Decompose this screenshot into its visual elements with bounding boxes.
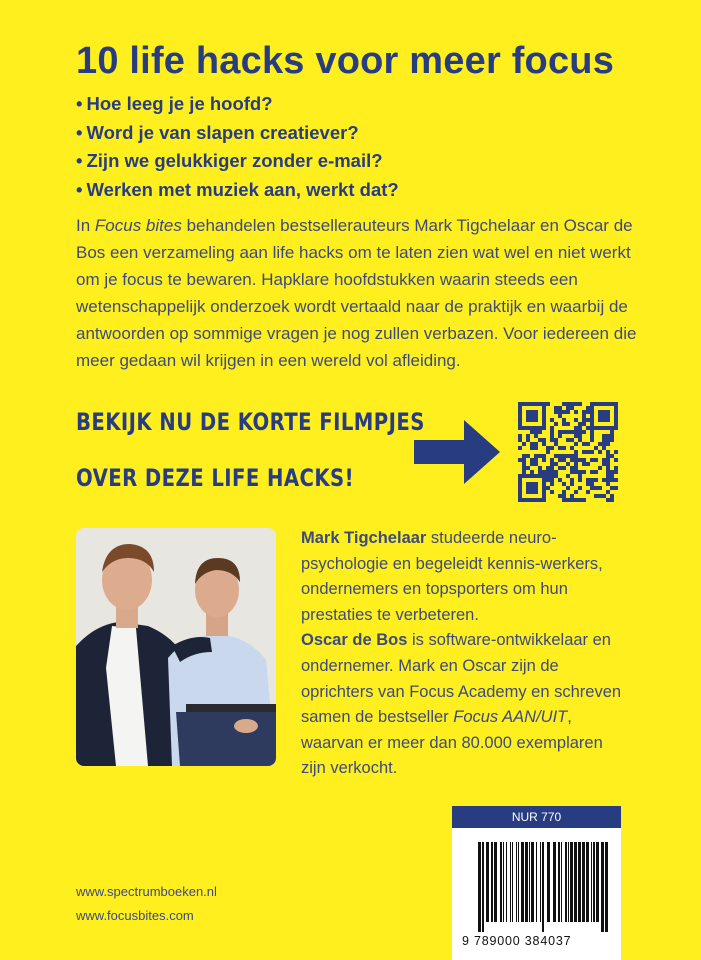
authors-photo xyxy=(76,528,276,766)
barcode xyxy=(452,828,621,960)
nur-label: NUR 770 xyxy=(452,806,621,828)
cta-line-1: BEKIJK NU DE KORTE FILMPJES xyxy=(76,408,425,436)
bio-text: studeerde neuro-psychologie en begeleidt kennis-werkers, ondernemers en topsporters om hun prestaties te verbeteren. xyxy=(301,529,603,624)
intro-prefix: In xyxy=(76,216,95,235)
link-focusbites[interactable]: www.focusbites.com xyxy=(76,908,194,923)
intro-book-title: Focus bites xyxy=(94,216,182,235)
bio-book-title: Focus AAN/UIT xyxy=(453,708,568,727)
bullet-item: • Zijn we gelukkiger zonder e-mail? xyxy=(76,147,399,176)
intro-paragraph xyxy=(76,212,646,374)
website-links xyxy=(76,880,217,928)
barcode-bars xyxy=(478,842,608,932)
arrow-right-icon xyxy=(414,420,500,484)
page-title: 10 life hacks voor meer focus xyxy=(76,40,615,82)
authors-bio xyxy=(301,526,631,782)
bio-text: is software-ontwikkelaar en ondernemer. Mark en Oscar zijn de oprichters van Focus Academy en schreven samen de bestseller xyxy=(301,631,622,727)
cta-line-2: OVER DEZE LIFE HACKS! xyxy=(76,464,354,492)
author-name-oscar: Oscar de Bos xyxy=(301,631,408,650)
bullet-item: • Word je van slapen creatiever? xyxy=(76,119,399,148)
isbn-number: 9 789000 384037 xyxy=(462,934,572,948)
intro-body: behandelen bestsellerauteurs Mark Tigchelaar en Oscar de Bos een verzameling aan life hacks om te laten zien wat wel en niet werkt om je focus te bewaren. Hapklare hoofdstukken waarin steeds een wetenschappelijk onderzoek wordt vertaald naar de praktijk en waarbij de antwoorden op sommige vragen je nog zullen verbazen. Voor iedereen die meer gedaan wil krijgen in een wereld vol afleiding. xyxy=(76,216,637,370)
bullet-list xyxy=(76,90,399,204)
bio-text: , waarvan er meer dan 80.000 exemplaren zijn verkocht. xyxy=(301,708,603,778)
link-spectrum[interactable]: www.spectrumboeken.nl xyxy=(76,884,217,899)
bullet-item: • Werken met muziek aan, werkt dat? xyxy=(76,176,399,205)
author-name-mark: Mark Tigchelaar xyxy=(301,529,427,547)
qr-code[interactable] xyxy=(518,402,618,502)
bullet-item: • Hoe leeg je je hoofd? xyxy=(76,90,399,119)
